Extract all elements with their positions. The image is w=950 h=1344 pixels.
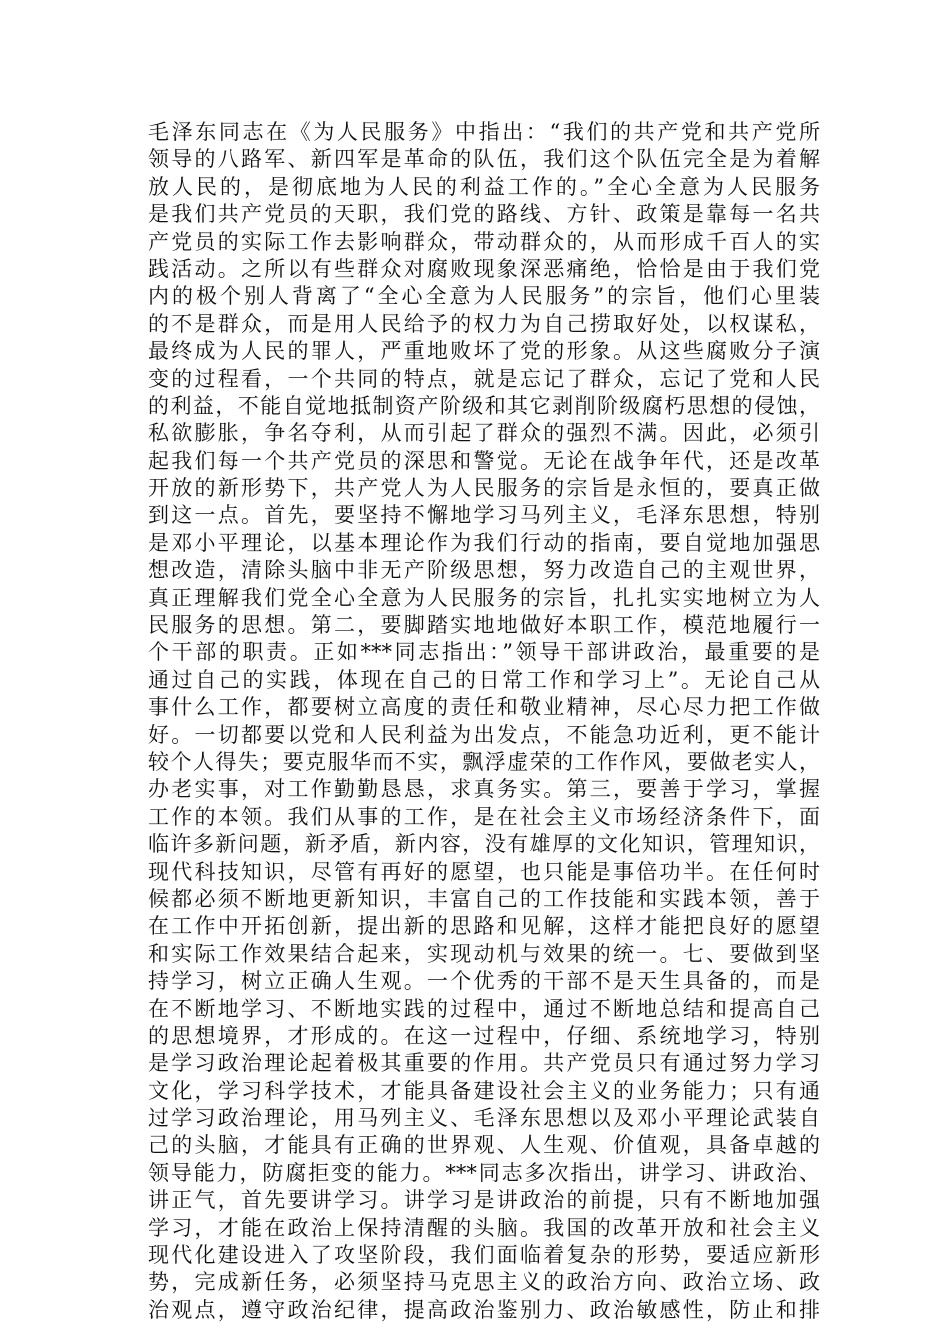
text-line: 的不是群众，而是用人民给予的权力为自己捞取好处，以权谋私，	[148, 311, 820, 336]
text-line: 开放的新形势下，共产党人为人民服务的宗旨是永恒的，要真正做	[148, 476, 820, 501]
text-line: 内的极个别人背离了“全心全意为人民服务”的宗旨，他们心里装	[148, 284, 820, 309]
text-line: 过学习政治理论，用马列主义、毛泽东思想以及邓小平理论武装自	[148, 1106, 820, 1131]
text-line: 变的过程看，一个共同的特点，就是忘记了群众，忘记了党和人民	[148, 366, 820, 391]
text-line: 讲正气，首先要讲学习。讲学习是讲政治的前提，只有不断地加强	[148, 1188, 820, 1213]
text-line: 在不断地学习、不断地实践的过程中，通过不断地总结和提高自己	[148, 996, 820, 1021]
text-line: 候都必须不断地更新知识，丰富自己的工作技能和实践本领，善于	[148, 886, 820, 911]
text-line: 践活动。之所以有些群众对腐败现象深恶痛绝，恰恰是由于我们党	[148, 256, 820, 281]
text-line: 领导的八路军、新四军是革命的队伍，我们这个队伍完全是为着解	[148, 147, 820, 172]
text-line: 和实际工作效果结合起来，实现动机与效果的统一。七、要做到坚	[148, 941, 820, 966]
text-line: 通过自己的实践，体现在自己的日常工作和学习上”。无论自己从	[148, 667, 820, 692]
text-line: 起我们每一个共产党员的深思和警觉。无论在战争年代，还是改革	[148, 448, 820, 473]
text-line: 领导能力，防腐拒变的能力。***同志多次指出，讲学习、讲政治、	[148, 1160, 820, 1185]
text-line: 学习，才能在政治上保持清醒的头脑。我国的改革开放和社会主义	[148, 1215, 820, 1240]
text-line: 最终成为人民的罪人，严重地败坏了党的形象。从这些腐败分子演	[148, 339, 820, 364]
text-line: 工作的本领。我们从事的工作，是在社会主义市场经济条件下，面	[148, 804, 820, 829]
text-line: 势，完成新任务，必须坚持马克思主义的政治方向、政治立场、政	[148, 1270, 820, 1295]
text-line: 事什么工作，都要树立高度的责任和敬业精神，尽心尽力把工作做	[148, 695, 820, 720]
text-line: 文化，学习科学技术，才能具备建设社会主义的业务能力；只有通	[148, 1078, 820, 1103]
text-line: 在工作中开拓创新，提出新的思路和见解，这样才能把良好的愿望	[148, 914, 820, 939]
body-paragraph	[148, 119, 820, 1324]
text-line: 好。一切都要以党和人民利益为出发点，不能急功近利，更不能计	[148, 722, 820, 747]
text-line: 办老实事，对工作勤勤恳恳，求真务实。第三，要善于学习，掌握	[148, 777, 820, 802]
text-line: 真正理解我们党全心全意为人民服务的宗旨，扎扎实实地树立为人	[148, 585, 820, 610]
text-line: 临许多新问题，新矛盾，新内容，没有雄厚的文化知识，管理知识，	[148, 832, 820, 857]
text-line: 是邓小平理论，以基本理论作为我们行动的指南，要自觉地加强思	[148, 530, 820, 555]
text-line: 放人民的，是彻底地为人民的利益工作的。”全心全意为人民服务	[148, 174, 820, 199]
text-line: 己的头脑，才能具有正确的世界观、人生观、价值观，具备卓越的	[148, 1133, 820, 1158]
text-line: 较个人得失；要克服华而不实，飘浮虚荣的工作作风，要做老实人，	[148, 749, 820, 774]
text-line: 的思想境界，才形成的。在这一过程中，仔细、系统地学习，特别	[148, 1023, 820, 1048]
text-line: 是学习政治理论起着极其重要的作用。共产党员只有通过努力学习	[148, 1051, 820, 1076]
text-line: 到这一点。首先，要坚持不懈地学习马列主义，毛泽东思想，特别	[148, 503, 820, 528]
text-line: 个干部的职责。正如***同志指出：”领导干部讲政治，最重要的是	[148, 640, 820, 665]
text-line: 私欲膨胀，争名夺利，从而引起了群众的强烈不满。因此，必须引	[148, 421, 820, 446]
text-line: 现代化建设进入了攻坚阶段，我们面临着复杂的形势，要适应新形	[148, 1243, 820, 1268]
text-line: 现代科技知识，尽管有再好的愿望，也只能是事倍功半。在任何时	[148, 859, 820, 884]
text-line: 是我们共产党员的天职，我们党的路线、方针、政策是靠每一名共	[148, 202, 820, 227]
text-line: 持学习，树立正确人生观。一个优秀的干部不是天生具备的，而是	[148, 969, 820, 994]
text-line: 毛泽东同志在《为人民服务》中指出：“我们的共产党和共产党所	[148, 120, 820, 144]
text-line: 想改造，清除头脑中非无产阶级思想，努力改造自己的主观世界，	[148, 558, 820, 583]
text-line: 产党员的实际工作去影响群众，带动群众的，从而形成千百人的实	[148, 229, 820, 254]
text-line: 民服务的思想。第二，要脚踏实地地做好本职工作，模范地履行一	[148, 613, 820, 638]
text-line: 治观点，遵守政治纪律，提高政治鉴别力、政治敏感性，防止和排	[148, 1297, 820, 1322]
text-line: 的利益，不能自觉地抵制资产阶级和其它剥削阶级腐朽思想的侵蚀，	[148, 393, 820, 418]
